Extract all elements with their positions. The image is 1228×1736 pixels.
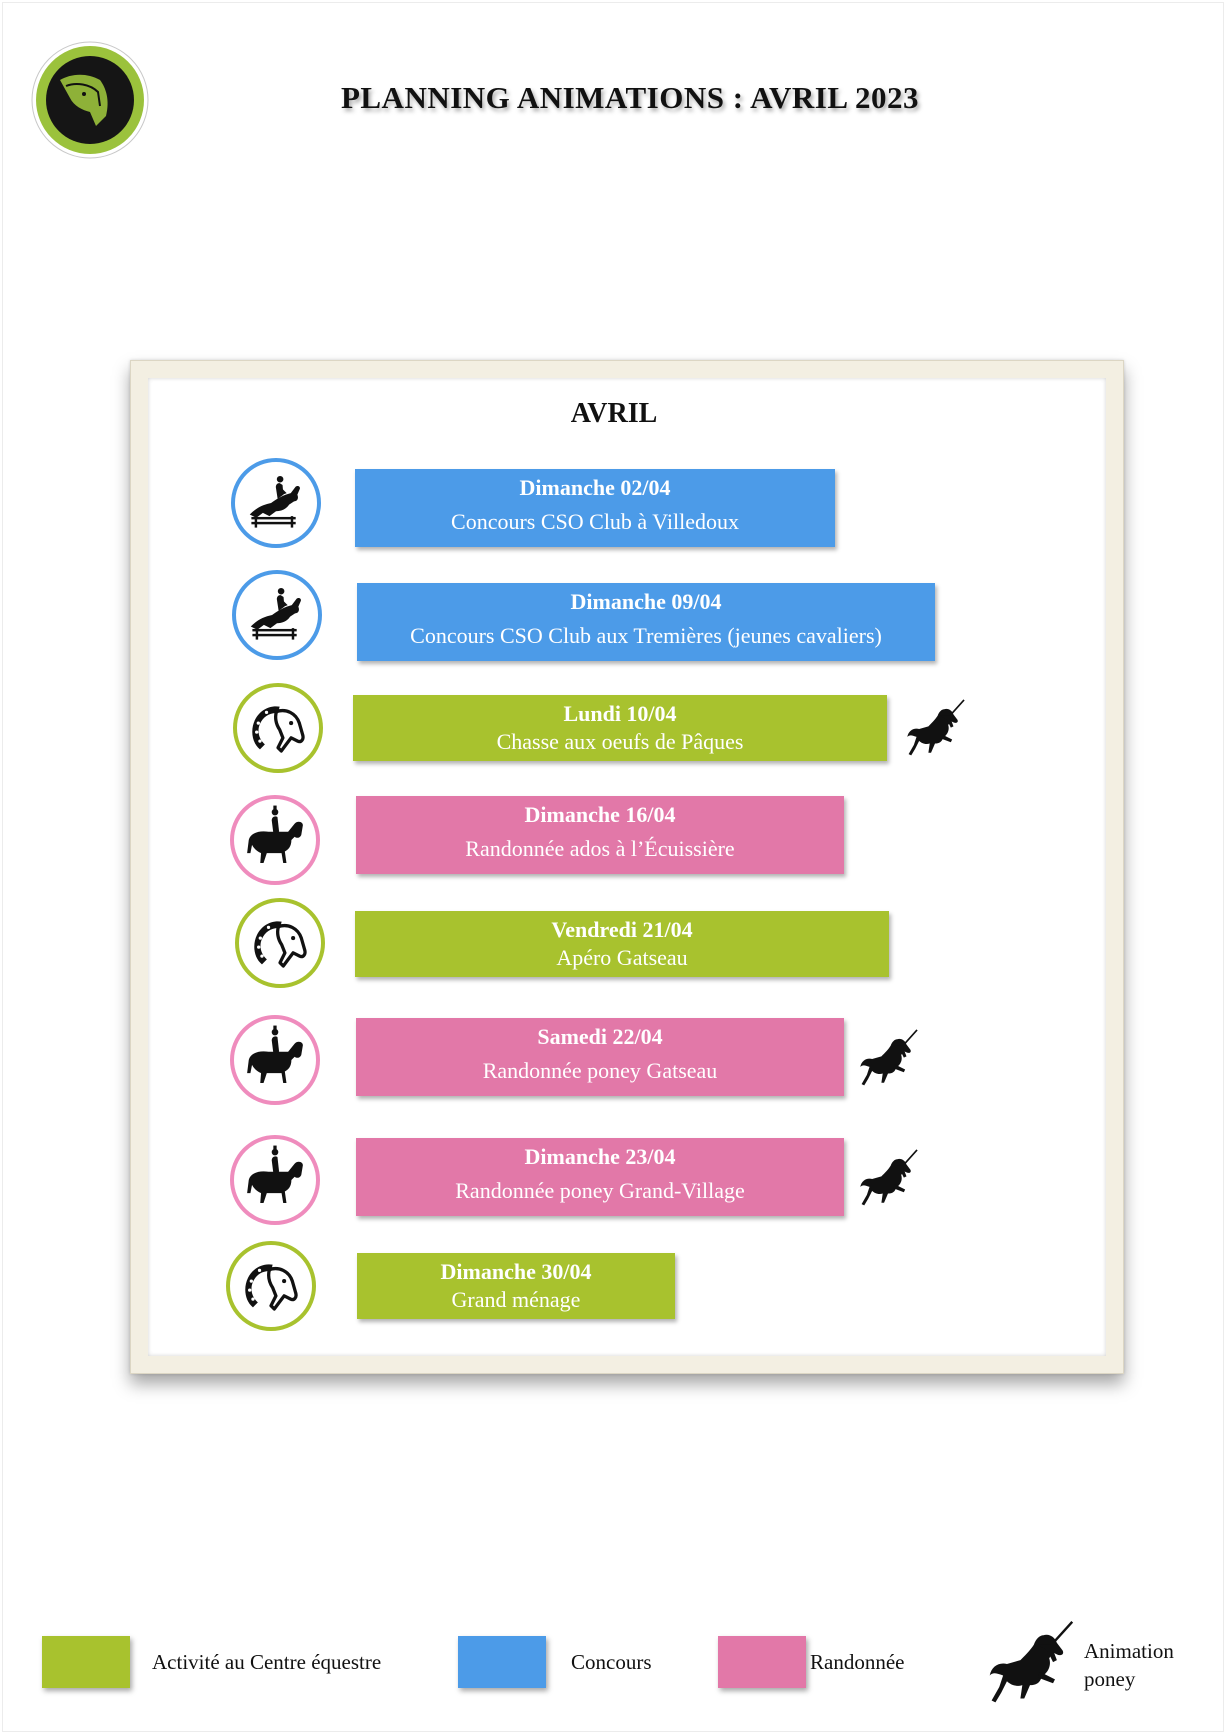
unicorn-icon [855, 1026, 921, 1092]
event-label: Randonnée poney Grand-Village [455, 1178, 745, 1203]
event-bar-8 [357, 1253, 675, 1319]
legend-swatch-activite [42, 1636, 130, 1688]
event-label: Chasse aux oeufs de Pâques [496, 729, 744, 754]
event-date: Dimanche 09/04 [570, 589, 722, 614]
event-bar-3 [353, 695, 887, 761]
event-bar-7 [356, 1138, 844, 1216]
event-bar-4 [356, 796, 844, 874]
legend-label-line1: Animation [1084, 1639, 1174, 1663]
horseshoe-horse-icon [233, 683, 323, 773]
club-logo [30, 40, 150, 160]
event-date: Lundi 10/04 [563, 701, 677, 726]
horse-rider-icon [230, 1135, 320, 1225]
horseshoe-horse-icon [235, 898, 325, 988]
legend-label-line2: poney [1084, 1667, 1136, 1691]
event-label: Randonnée poney Gatseau [482, 1058, 718, 1083]
unicorn-icon [982, 1616, 1078, 1712]
event-label: Grand ménage [451, 1287, 581, 1312]
legend-label-randonnee: Randonnée [810, 1650, 905, 1674]
event-date: Vendredi 21/04 [551, 917, 693, 942]
event-bar-1 [355, 469, 835, 547]
legend-swatch-randonnee [718, 1636, 806, 1688]
legend-label-animation-poney [1084, 1637, 1174, 1693]
legend-label-activite: Activité au Centre équestre [152, 1650, 382, 1674]
event-bar-6 [356, 1018, 844, 1096]
unicorn-icon [902, 696, 968, 762]
event-date: Dimanche 30/04 [440, 1259, 592, 1284]
event-label: Apéro Gatseau [556, 945, 688, 970]
legend-label-concours: Concours [571, 1650, 652, 1674]
page-title: PLANNING ANIMATIONS : AVRIL 2023 [340, 80, 920, 115]
event-date: Dimanche 02/04 [519, 475, 671, 500]
show-jumping-icon [231, 458, 321, 548]
event-label: Concours CSO Club aux Tremières (jeunes cavaliers) [410, 623, 882, 648]
horse-rider-icon [230, 795, 320, 885]
legend-swatch-concours [458, 1636, 546, 1688]
horse-rider-icon [230, 1015, 320, 1105]
horseshoe-horse-icon [226, 1241, 316, 1331]
event-bar-5 [355, 911, 889, 977]
unicorn-icon [855, 1146, 921, 1212]
event-label: Randonnée ados à l’Écuissière [465, 836, 735, 861]
show-jumping-icon [232, 570, 322, 660]
event-date: Dimanche 16/04 [524, 802, 676, 827]
month-title: AVRIL [570, 398, 658, 429]
event-date: Samedi 22/04 [537, 1024, 663, 1049]
event-label: Concours CSO Club à Villedoux [451, 509, 739, 534]
event-date: Dimanche 23/04 [524, 1144, 676, 1169]
event-bar-2 [357, 583, 935, 661]
